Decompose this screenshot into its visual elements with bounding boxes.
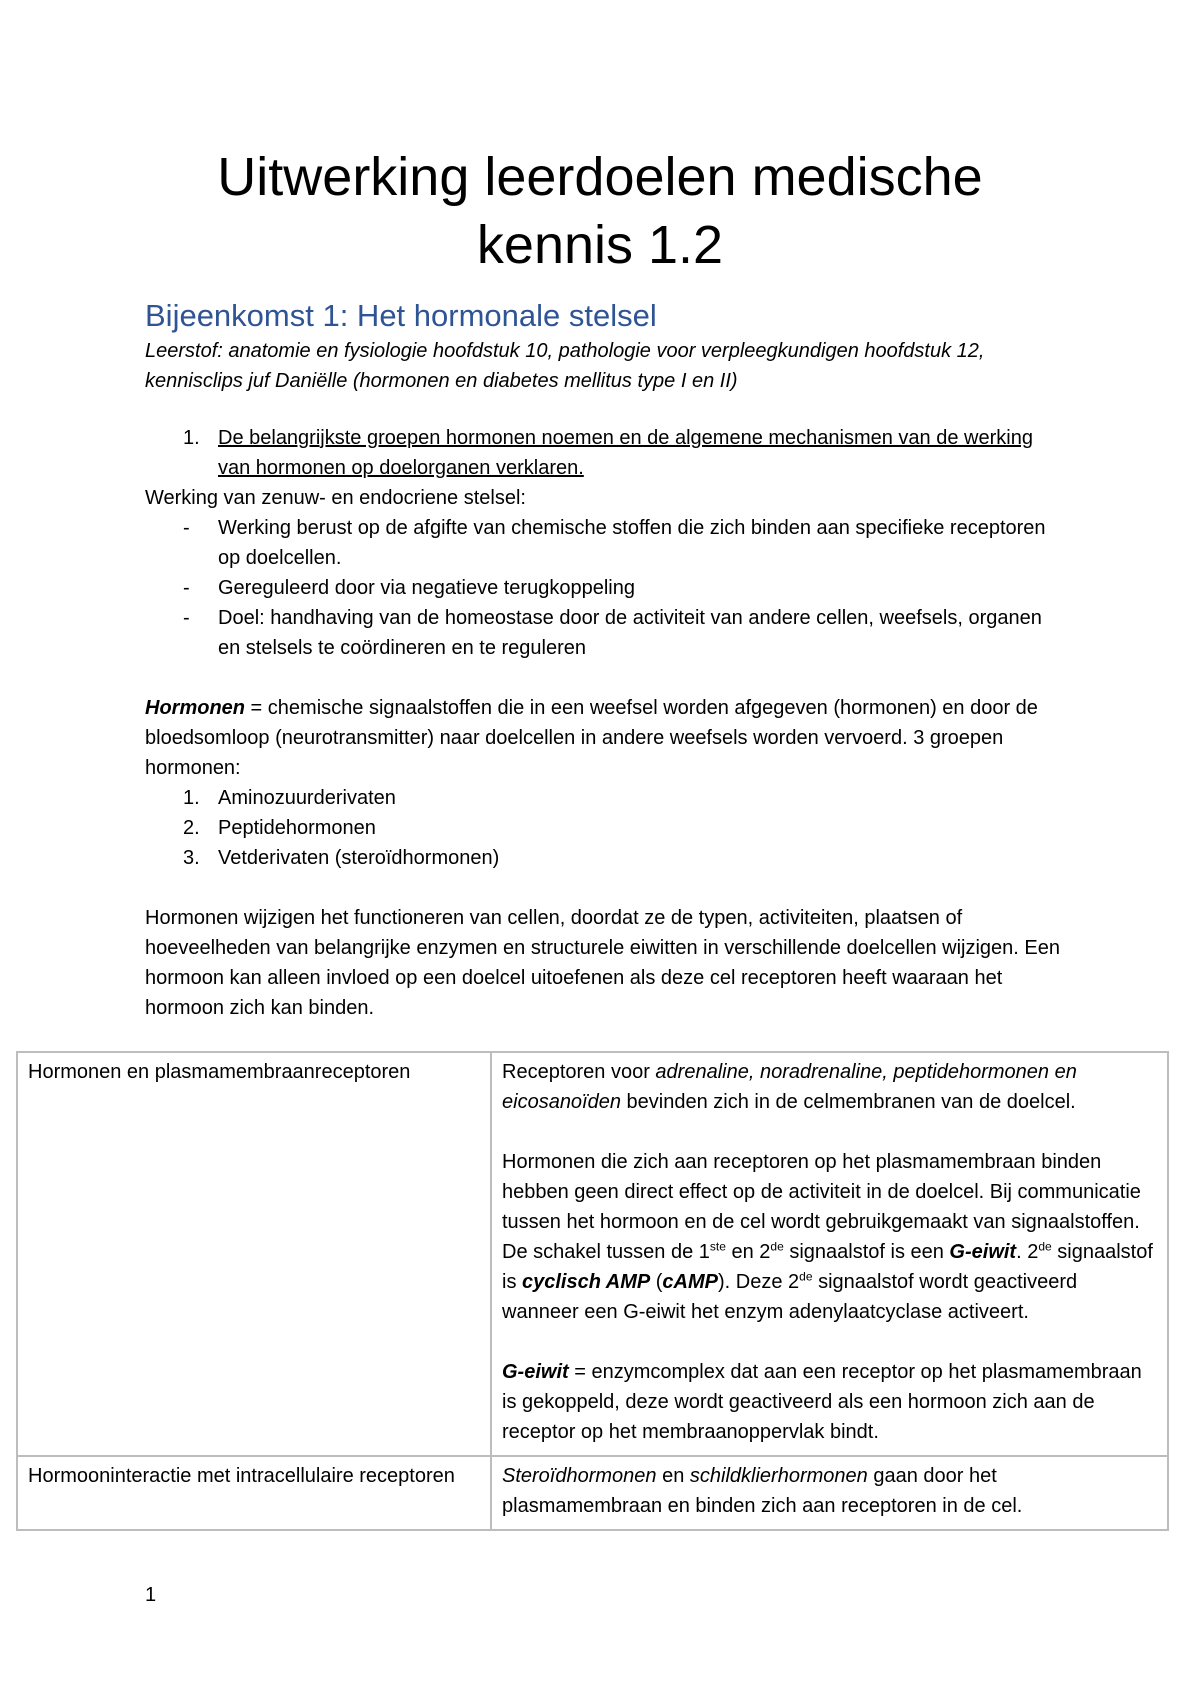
bullet-marker: - xyxy=(183,577,190,599)
title-line-2: kennis 1.2 xyxy=(476,215,724,275)
table-row xyxy=(17,1456,1168,1530)
hormone-group: Vetderivaten (steroïdhormonen) xyxy=(218,847,500,869)
werking-bullet: Doel: handhaving van de homeostase door de activiteit van andere cellen, weefsels, organen en stelsels te coördineren en te reguleren xyxy=(218,607,1042,659)
table-row xyxy=(17,1052,1168,1456)
werking-bullet: Werking berust op de afgifte van chemische stoffen die zich binden aan specifieke receptoren op doelcellen. xyxy=(218,517,1046,569)
bullet-marker: - xyxy=(183,517,190,539)
table-cell-content xyxy=(491,1052,1168,1456)
hormonen-paragraph: Hormonen wijzigen het functioneren van cellen, doordat ze de typen, activiteiten, plaatsen of hoeveelheden van belangrijke enzymen en structurele eiwitten in verschillende doelcellen wijzigen. Een hormoon kan alleen invloed op een doelcel uitoefenen als deze cel receptoren heeft waaraan het hormoon zich kan binden. xyxy=(145,907,1060,1019)
werking-section xyxy=(145,483,1065,663)
bullet-marker: - xyxy=(183,607,190,629)
title-line-1: Uitwerking leerdoelen medische xyxy=(217,147,983,207)
group-number: 1. xyxy=(183,787,200,809)
hormone-group: Peptidehormonen xyxy=(218,817,376,839)
werking-bullet: Gereguleerd door via negatieve terugkoppeling xyxy=(218,577,635,599)
table-paragraph: Hormonen die zich aan receptoren op het plasmamembraan binden hebben geen direct effect op de activiteit in de doelcel. Bij communicatie tussen het hormoon en de cel wordt gebruikgemaakt van signaalstoffen. De schakel tussen de 1ste en 2de signaalstof is een G-eiwit. 2de signaalstof is cyclisch AMP (cAMP). Deze 2de signaalstof wordt geactiveerd wanneer een G-eiwit het enzym adenylaatcyclase activeert. xyxy=(502,1151,1153,1323)
row-label: Hormooninteractie met intracellulaire receptoren xyxy=(28,1465,455,1487)
werking-intro: Werking van zenuw- en endocriene stelsel: xyxy=(145,487,526,509)
document-title xyxy=(120,143,1080,279)
section-heading: Bijeenkomst 1: Het hormonale stelsel xyxy=(145,298,657,333)
table-cell-label xyxy=(17,1052,491,1456)
learning-objective xyxy=(145,423,1065,483)
table-cell-label xyxy=(17,1456,491,1530)
hormonen-definition xyxy=(145,693,1065,783)
leerstof-line: Leerstof: anatomie en fysiologie hoofdstuk 10, pathologie voor verpleegkundigen hoofdstuk 12, kennisclips juf Daniëlle (hormonen en diabetes mellitus type I en II) xyxy=(145,340,985,392)
table-paragraph: Receptoren voor adrenaline, noradrenaline, peptidehormonen en eicosanoïden bevinden zich in de celmembranen van de doelcel. xyxy=(502,1061,1077,1113)
objective-text: De belangrijkste groepen hormonen noemen en de algemene mechanismen van de werking van hormonen op doelorganen verklaren. xyxy=(218,427,1033,479)
objective-number: 1. xyxy=(183,427,200,449)
hormonen-definition-text: = chemische signaalstoffen die in een weefsel worden afgegeven (hormonen) en door de bloedsomloop (neurotransmitter) naar doelcellen in andere weefsels worden vervoerd. 3 groepen hormonen: xyxy=(145,697,1038,779)
hormone-receptor-table xyxy=(16,1051,1169,1531)
hormonen-term: Hormonen xyxy=(145,697,245,719)
hormonen-definition-block xyxy=(145,693,1065,873)
table-paragraph: G-eiwit = enzymcomplex dat aan een receptor op het plasmamembraan is gekoppeld, deze wordt geactiveerd als een hormoon zich aan de receptor op het membraanoppervlak bindt. xyxy=(502,1361,1142,1443)
group-number: 3. xyxy=(183,847,200,869)
group-number: 2. xyxy=(183,817,200,839)
table-cell-content: Steroïdhormonen en schildklierhormonen gaan door het plasmamembraan en binden zich aan receptoren in de cel. xyxy=(491,1456,1168,1530)
page-number: 1 xyxy=(145,1584,157,1606)
row-label: Hormonen en plasmamembraanreceptoren xyxy=(28,1061,411,1083)
hormone-group: Aminozuurderivaten xyxy=(218,787,396,809)
